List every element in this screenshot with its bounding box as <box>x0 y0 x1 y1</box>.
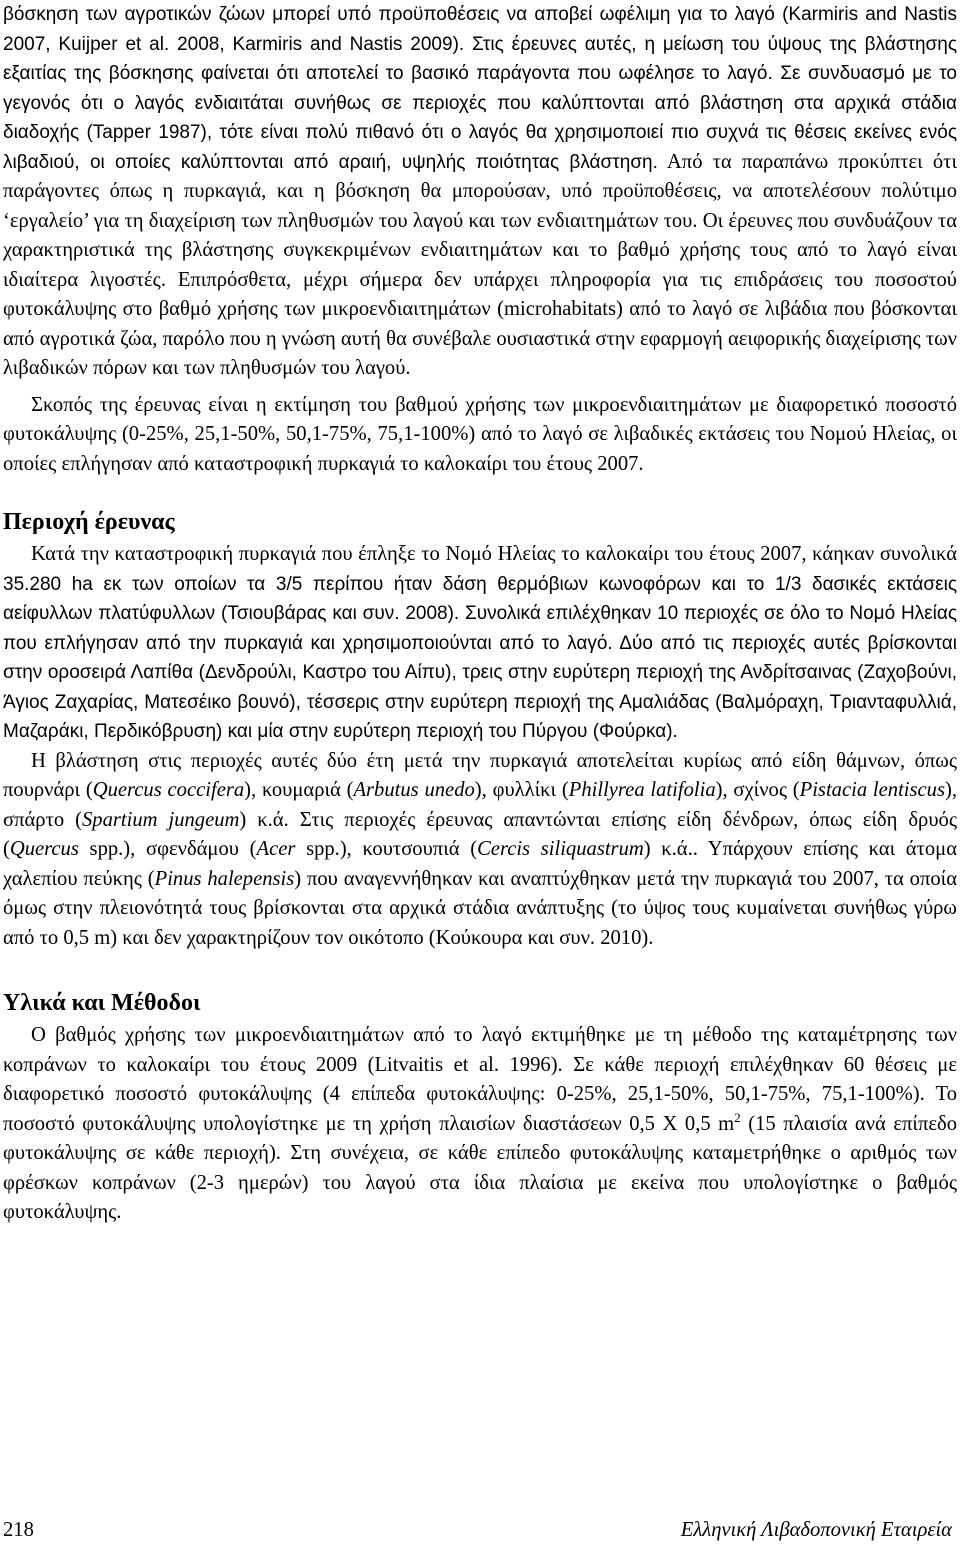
paragraph-aim <box>3 391 957 480</box>
paragraph-study-area-2 <box>3 747 957 954</box>
vegetation-text-9: ) κ.ά.. Υπάρχουν επίσης και άτομα χαλεπίου πεύκης ( <box>3 838 957 890</box>
paragraph-study-area-1 <box>3 540 957 747</box>
vegetation-text-6: ) κ.ά. Στις περιοχές έρευνας απαντώνται επίσης είδη δένδρων, όπως είδη δρυός ( <box>3 808 957 860</box>
methods-text-b: (15 πλαισία ανά επίπεδο φυτοκάλυψης σε κάθε περιοχή). Στη συνέχεια, σε κάθε επίπεδο φυτοκάλυψης καταμετρήθηκε ο αριθμός των φρέσκων κοπράνων (2-3 ημερών) του λαγού στα ίδια πλαίσια με εκείνα που υπολογίστηκε ο βαθμός φυτοκάλυψης. <box>3 1112 957 1223</box>
lead-text-final: Επιπρόσθετα, μέχρι σήμερα δεν υπάρχει πληροφορία για τις επιδράσεις του ποσοστού φυτοκάλυψης στο βαθμό χρήσης των μικροενδιαιτημάτων (microhabitats) από το λαγό σε λιβάδια που βόσκονται από αγροτικά ζώα, παρόλο που η γνώση αυτή θα συνέβαλε ουσιαστικά στην εφαρμογή αειφορικής διαχείρισης των λιβαδικών πόρων και των πληθυσμών του λαγού. <box>3 268 957 379</box>
vegetation-text-8: spp.), κουτσουπιά ( <box>295 838 478 860</box>
page-number: 218 <box>3 1519 34 1541</box>
study-area-text-a: Κατά την καταστροφική πυρκαγιά που έπληξε το Νομό Ηλείας το καλοκαίρι του έτους 2007, κάηκαν συνολικά <box>31 543 957 565</box>
vegetation-text-1: Η βλάστηση στις περιοχές αυτές δύο έτη μετά την πυρκαγιά αποτελείται κυρίως από είδη θάμνων, όπως πουρνάρι ( <box>3 749 957 801</box>
lead-text-serif: Από τα παραπάνω προκύπτει ότι παράγοντες όπως η πυρκαγιά, και η βόσκηση θα μπορούσαν, υπό προϋποθέσεις, να αποτελέσουν πολύτιμο ‘εργαλείο’ για τη διαχείριση των πληθυσμών του λαγού και των ενδιαιτημάτων του. Οι έρευνες που συνδυάζουν τα χαρακτηριστικά της βλάστησης συγκεκριμένων ενδιαιτημάτων και το βαθμό χρήσης τους από το λαγό είναι ιδιαίτερα λιγοστές. <box>3 150 957 291</box>
section-heading-wrap <box>3 508 957 536</box>
species-name: Acer <box>256 838 296 860</box>
page-body <box>3 0 957 1228</box>
section-heading-wrap <box>3 989 957 1017</box>
paragraph-spacer <box>3 384 957 391</box>
species-name: Pinus halepensis <box>154 867 295 890</box>
species-name: Spartium jungeum <box>81 808 240 831</box>
superscript: 2 <box>734 1109 741 1125</box>
vegetation-text-5: ), σπάρτο ( <box>3 779 957 831</box>
journal-name: Ελληνική Λιβαδοπονική Εταιρεία <box>680 1519 952 1541</box>
species-name: Cercis siliquastrum <box>477 838 644 860</box>
vegetation-text-10: ) που αναγεννήθηκαν και αναπτύχθηκαν μετά την πυρκαγιά του 2007, τα οποία όμως στην πλειονότητά τους βρίσκονται στα αρχικά στάδια ανάπτυξης (το ύψος τους κυμαίνεται συνήθως γύρω από το 0,5 m) και δεν χαρακτηρίζουν τον οικότοπο (Κούκουρα και συν. 2010). <box>3 867 958 949</box>
species-name: Quercus <box>9 838 79 860</box>
heading-study-area: Περιοχή έρευνας <box>3 509 175 535</box>
vegetation-text-7: spp.), σφενδάμου ( <box>78 838 257 860</box>
heading-materials-methods: Υλικά και Μέθοδοι <box>3 990 201 1016</box>
species-name: Arbutus unedo <box>353 779 475 801</box>
species-name: Quercus coccifera <box>92 779 245 801</box>
species-name: Phillyrea latifolia <box>568 779 716 801</box>
aim-text: Σκοπός της έρευνας είναι η εκτίμηση του βαθμού χρήσης των μικροενδιαιτημάτων με διαφορετικό ποσοστό φυτοκάλυψης (0-25%, 25,1-50%, 50,1-75%, 75,1-100%) από το λαγό σε λιβαδικές εκτάσεις του Νομού Ηλείας, οι οποίες επλήγησαν από καταστροφική πυρκαγιά το καλοκαίρι του έτους 2007. <box>3 393 957 475</box>
lead-text-sans: βόσκηση των αγροτικών ζώων μπορεί υπό προϋποθέσεις να αποβεί ωφέλιμη για το λαγό (Karmiris and Nastis 2007, Kuijper et al. 2008, Karmiris and Nastis 2009). Στις έρευνες αυτές, η μείωση του ύψους της βλάστησης εξαιτίας της βόσκησης φαίνεται ότι αποτελεί το βασικό παράγοντα που ωφέλησε το λαγό. Σε συνδυασμό με το γεγονός ότι ο λαγός ενδιαιτάται συνήθως σε περιοχές που καλύπτονται από βλάστηση στα αρχικά στάδια διαδοχής (Tapper 1987), τότε είναι πολύ πιθανό ότι ο λαγός θα χρησιμοποιεί πιο συχνά τις θέσεις εκείνες ενός λιβαδιού, οι οποίες καλύπτονται από αραιή, υψηλής ποιότητας βλάστηση. <box>3 4 957 173</box>
study-area-text-b: 35.280 ha εκ των οποίων τα 3/5 περίπου ήταν δάση θερμόβιων κωνοφόρων και το 1/3 δασικές εκτάσεις αείφυλλων πλατύφυλλων (Τσιουβάρας και συν. 2008). Συνολικά επιλέχθηκαν 10 περιοχές σε όλο το Νομό Ηλείας που επλήγησαν από την πυρκαγιά και χρησιμοποιούνται από το λαγό. Δύο από τις περιοχές αυτές βρίσκονται στην οροσειρά Λαπίθα (Δενδρούλι, Καστρο του Αίπυ), τρεις στην ευρύτερη περιοχή της Ανδρίτσαινας (Ζαχοβούνι, Άγιος Ζαχαρίας, Ματεσέικο βουνό), τέσσερις στην ευρύτερη περιοχή της Αμαλιάδας (Βαλμόραχη, Τριανταφυλλιά, Μαζαράκι, Περδικόβρυση) και μία στην ευρύτερη περιοχή του Πύργου (Φούρκα). <box>3 573 957 742</box>
paragraph-lead <box>3 0 957 384</box>
vegetation-text-3: ), φυλλίκι ( <box>474 779 569 801</box>
vegetation-text-4: ), σχίνος ( <box>715 779 800 801</box>
species-name: Pistacia lentiscus <box>799 779 945 801</box>
methods-text-a: Ο βαθμός χρήσης των μικροενδιαιτημάτων από το λαγό εκτιμήθηκε με τη μέθοδο της καταμέτρησης των κοπράνων το καλοκαίρι του έτους 2009 (Litvaitis et al. 1996). Σε κάθε περιοχή επιλέχθηκαν 60 θέσεις με διαφορετικό ποσοστό φυτοκάλυψης (4 επίπεδα φυτοκάλυψης: 0-25%, 25,1-50%, 50,1-75%, 75,1-100%). Το ποσοστό φυτοκάλυψης υπολογίστηκε με τη χρήση πλαισίων διαστάσεων 0,5 Χ 0,5 m <box>3 1024 957 1135</box>
paragraph-methods <box>3 1021 957 1228</box>
vegetation-text-2: ), κουμαριά ( <box>244 779 354 801</box>
